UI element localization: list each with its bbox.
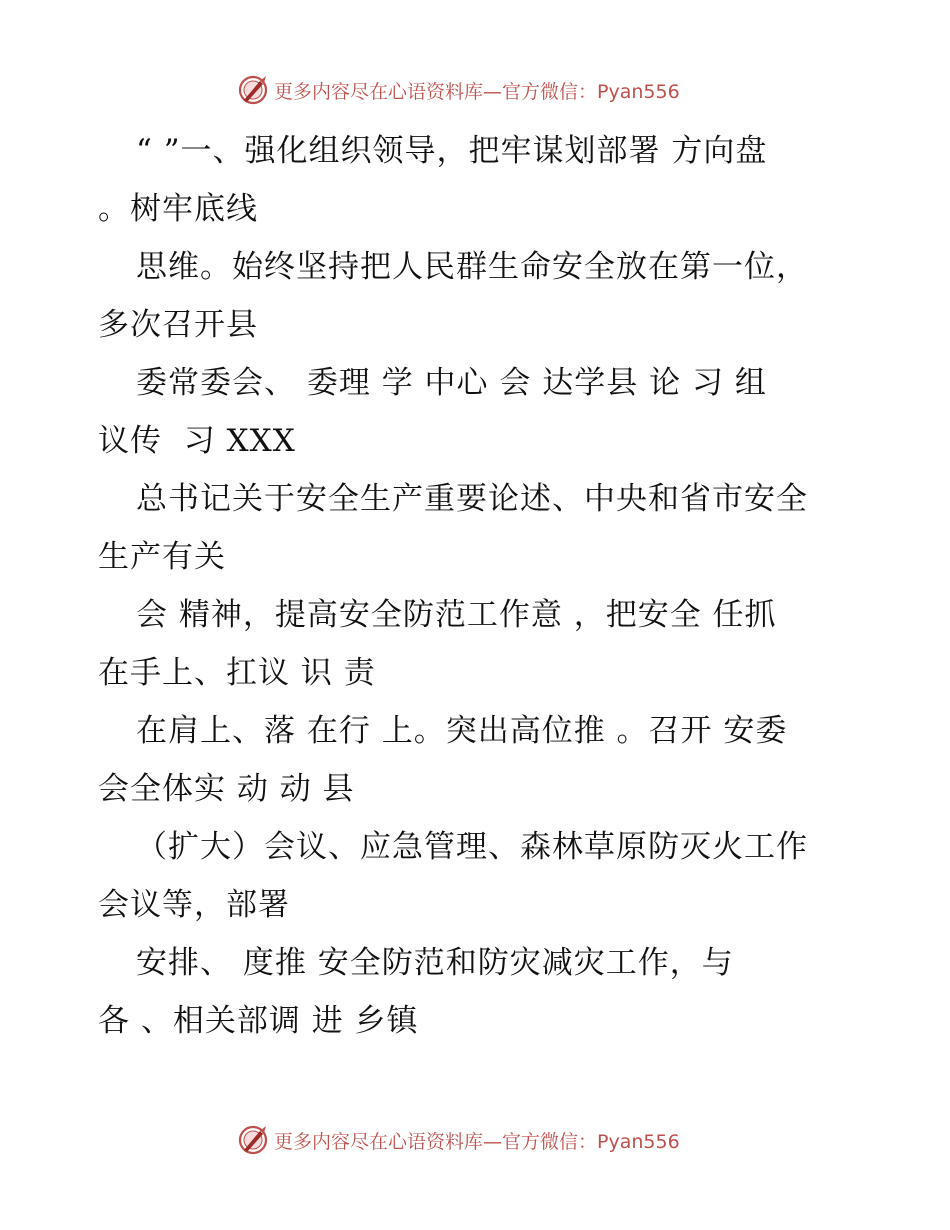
paragraph-line: 思维。始终坚持把人民群生命安全放在第一位， — [136, 249, 808, 285]
paragraph-line: 生产有关 — [98, 539, 226, 575]
paragraph-line: 在肩上、落 在行 上。突出高位推 。召开 安委 — [136, 713, 788, 749]
feather-pen-logo-icon — [236, 1123, 270, 1157]
document-body — [98, 122, 858, 1050]
header-banner — [236, 72, 736, 108]
paragraph-line: 各 、相关部调 进 乡镇 — [98, 1003, 419, 1039]
footer-banner-text: 更多内容尽在心语资料库—官方微信：Pyan556 — [274, 1130, 680, 1153]
paragraph-line: 会 精神，提高安全防范工作意 ，把安全 任抓 — [136, 597, 777, 633]
paragraph-line: 多次召开县 — [98, 307, 258, 343]
footer-banner — [236, 1122, 736, 1158]
paragraph-line: 总书记关于安全生产重要论述、中央和省市安全 — [136, 481, 808, 517]
paragraph-line: “ ”一、强化组织领导，把牢谋划部署 方向盘 — [136, 133, 768, 169]
header-banner-text: 更多内容尽在心语资料库—官方微信：Pyan556 — [274, 80, 680, 103]
feather-pen-logo-icon — [236, 73, 270, 107]
paragraph-line: 安排、 度推 安全防范和防灾减灾工作，与 — [136, 945, 734, 981]
paragraph-line: 会议等，部署 — [98, 887, 290, 923]
paragraph-line: 会全体实 动 动 县 — [98, 771, 355, 807]
paragraph-line: 在手上、扛议 识 责 — [98, 655, 376, 691]
paragraph-line: 。树牢底线 — [98, 191, 258, 227]
paragraph-line: 委常委会、 委理 学 中心 会 达学县 论 习 组 — [136, 365, 767, 401]
paragraph-line: （扩大）会议、应急管理、森林草原防灭火工作 — [136, 829, 808, 865]
paragraph-line: 议传 习 XXX — [98, 423, 296, 459]
